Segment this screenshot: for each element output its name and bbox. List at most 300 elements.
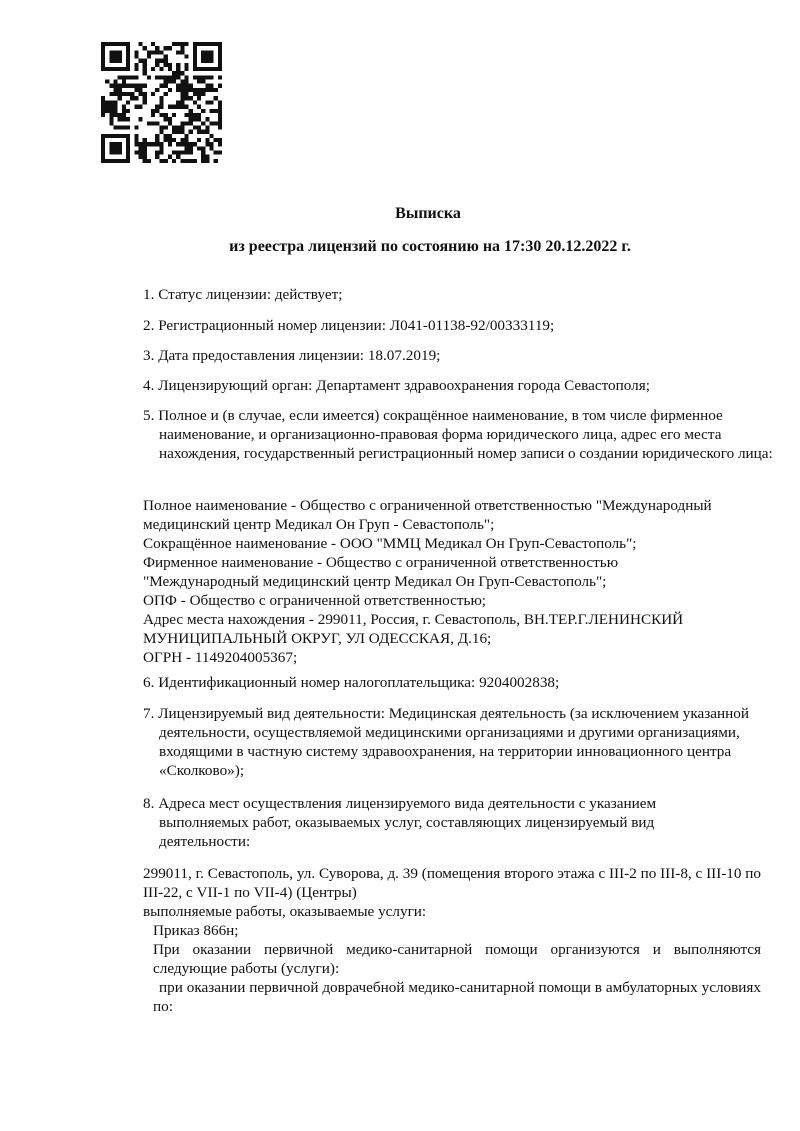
qr-module [134,75,138,79]
qr-module [180,92,184,96]
qr-module [147,55,151,59]
qr-module [101,96,105,100]
qr-module [147,121,151,125]
qr-module [168,134,172,138]
qr-module [176,63,180,67]
qr-module [122,84,126,88]
qr-module [155,142,159,146]
qr-module [139,42,143,46]
qr-module [193,42,197,46]
qr-module [139,155,143,159]
qr-module [218,121,222,125]
qr-module [155,109,159,113]
qr-module [139,92,143,96]
qr-module [122,92,126,96]
qr-module [172,138,176,142]
qr-module [147,142,151,146]
qr-module [197,130,201,134]
qr-module [155,105,159,109]
qr-module [184,92,188,96]
qr-module [197,113,201,117]
qr-module [193,125,197,129]
qr-module [114,142,118,146]
qr-module [172,130,176,134]
qr-module [218,105,222,109]
qr-module [159,146,163,150]
qr-module [168,117,172,121]
qr-module [118,42,122,46]
qr-module [176,155,180,159]
qr-module [164,84,168,88]
qr-module [101,146,105,150]
qr-module [189,159,193,163]
issue-date: 3. Дата предоставления лицензии: 18.07.2019; [143,347,441,364]
qr-module [139,142,143,146]
qr-module [159,113,163,117]
qr-module [164,134,168,138]
qr-module [159,67,163,71]
qr-module [209,100,213,104]
qr-module [109,105,113,109]
qr-module [193,113,197,117]
qr-module [201,67,205,71]
qr-module [151,142,155,146]
qr-module [118,142,122,146]
qr-module [143,67,147,71]
qr-module [164,63,168,67]
qr-module [176,150,180,154]
qr-module [193,92,197,96]
qr-module [176,100,180,104]
qr-module [197,75,201,79]
primary-care-text: При оказании первичной медико-санитарной помощи организуются и выполняются следующие работы (услуги): [153,941,761,977]
qr-module [218,67,222,71]
qr-module [126,67,130,71]
qr-module [101,46,105,50]
qr-module [168,80,172,84]
qr-module [197,80,201,84]
qr-module [134,88,138,92]
qr-module [159,96,163,100]
qr-module [184,146,188,150]
qr-module [134,67,138,71]
qr-module [101,50,105,54]
qr-module [159,84,163,88]
qr-module [218,42,222,46]
qr-module [209,55,213,59]
qr-module [130,75,134,79]
pre-doctor-care-text: при оказании первичной доврачебной медико-санитарной помощи в амбулаторных условиях по: [153,979,761,1015]
qr-module [105,80,109,84]
qr-module [184,113,188,117]
qr-module [155,59,159,63]
qr-module [109,100,113,104]
qr-module [197,88,201,92]
qr-module [118,113,122,117]
qr-module [168,138,172,142]
qr-module [147,75,151,79]
qr-module [126,55,130,59]
qr-module [214,121,218,125]
qr-module [143,155,147,159]
qr-module [118,59,122,63]
qr-module [109,59,113,63]
qr-module [218,138,222,142]
qr-module [155,134,159,138]
qr-module [143,138,147,142]
qr-module [201,121,205,125]
qr-module [126,142,130,146]
qr-module [159,75,163,79]
qr-module [134,142,138,146]
qr-module [201,80,205,84]
qr-module [209,109,213,113]
qr-module [205,100,209,104]
qr-module [126,159,130,163]
qr-module [134,96,138,100]
qr-module [201,150,205,154]
qr-module [180,46,184,50]
qr-module [101,63,105,67]
qr-module [126,63,130,67]
qr-module [180,50,184,54]
qr-module [189,88,193,92]
qr-module [218,100,222,104]
qr-module [151,113,155,117]
qr-module [180,80,184,84]
qr-module [126,117,130,121]
qr-module [114,134,118,138]
qr-module [201,75,205,79]
qr-module [189,150,193,154]
short-name: Сокращённое наименование - ООО "ММЦ Медикал Он Груп-Севастополь"; [143,535,637,552]
qr-module [139,105,143,109]
qr-module [101,142,105,146]
qr-module [214,96,218,100]
qr-module [143,142,147,146]
qr-module [201,59,205,63]
qr-module [159,100,163,104]
ogrn: ОГРН - 1149204005367; [143,649,298,666]
brand-name-line-2: "Международный медицинский центр Медикал Он Груп-Севастополь"; [143,573,607,590]
qr-module [205,55,209,59]
qr-module [193,100,197,104]
qr-module [126,84,130,88]
qr-module [205,138,209,142]
qr-module [118,159,122,163]
qr-module [118,88,122,92]
qr-module [126,92,130,96]
qr-module [193,63,197,67]
qr-module [105,105,109,109]
qr-module [151,92,155,96]
qr-module [109,92,113,96]
qr-module [109,67,113,71]
qr-module [114,55,118,59]
qr-module [109,159,113,163]
qr-module [134,50,138,54]
qr-module [101,100,105,104]
qr-module [105,159,109,163]
location-details [143,864,761,1016]
qr-module [184,88,188,92]
qr-module [126,59,130,63]
qr-module [193,59,197,63]
qr-module [105,109,109,113]
qr-module [155,138,159,142]
address-line-1: Адрес места нахождения - 299011, Россия, г. Севастополь, ВН.ТЕР.Г.ЛЕНИНСКИЙ [143,611,684,628]
qr-module [193,159,197,163]
qr-module [126,155,130,159]
qr-module [109,109,113,113]
qr-module [114,146,118,150]
qr-module [164,159,168,163]
qr-module [201,146,205,150]
qr-module [126,75,130,79]
qr-module [114,80,118,84]
qr-module [180,130,184,134]
qr-module [205,84,209,88]
qr-module [109,84,113,88]
qr-module [155,50,159,54]
qr-module [114,42,118,46]
qr-module [155,63,159,67]
qr-module [184,80,188,84]
qr-module [101,105,105,109]
qr-module [101,42,105,46]
tax-id: 6. Идентификационный номер налогоплательщика: 9204002838; [143,674,560,691]
qr-module [118,117,122,121]
qr-module [214,159,218,163]
qr-module [176,71,180,75]
qr-module [139,146,143,150]
qr-module [159,125,163,129]
qr-module [176,67,180,71]
activity-addresses-heading: 8. Адреса мест осуществления лицензируемого вида деятельности с указанием выполняемых работ, оказываемых услуг, составляющих лицензируемый вид деятельности: [143,795,657,850]
qr-module [118,67,122,71]
qr-module [118,134,122,138]
qr-module [205,75,209,79]
qr-module [172,42,176,46]
qr-module [134,55,138,59]
qr-module [172,150,176,154]
qr-module [209,59,213,63]
qr-module [130,92,134,96]
qr-module [126,109,130,113]
qr-module [159,105,163,109]
organization-details [143,496,773,667]
qr-module [122,125,126,129]
qr-module [168,75,172,79]
qr-module [180,125,184,129]
qr-module [205,159,209,163]
qr-module [218,150,222,154]
full-name-line-2: медицинский центр Медикал Он Груп - Севастополь"; [143,516,495,533]
qr-module [114,100,118,104]
qr-module [193,55,197,59]
qr-module [126,42,130,46]
qr-module [184,105,188,109]
qr-module [189,109,193,113]
qr-module [155,155,159,159]
qr-module [180,150,184,154]
qr-module [189,121,193,125]
qr-module [164,75,168,79]
qr-module [101,109,105,113]
qr-module [118,150,122,154]
qr-module [193,67,197,71]
qr-module [189,142,193,146]
qr-module [114,113,118,117]
qr-module [151,42,155,46]
qr-module [176,75,180,79]
qr-module [101,134,105,138]
qr-module [193,117,197,121]
qr-module [184,159,188,163]
qr-module [168,63,172,67]
qr-module [209,75,213,79]
qr-module [134,125,138,129]
qr-module [164,46,168,50]
qr-module [218,50,222,54]
qr-module [143,84,147,88]
address-line-2: МУНИЦИПАЛЬНЫЙ ОКРУГ, УЛ ОДЕССКАЯ, Д.16; [143,630,492,647]
qr-module [139,150,143,154]
qr-module [118,146,122,150]
qr-module [209,67,213,71]
registration-number: 2. Регистрационный номер лицензии: Л041-01138-92/00333119; [143,317,555,334]
qr-module [180,100,184,104]
qr-module [114,105,118,109]
qr-module [122,105,126,109]
qr-module [201,130,205,134]
qr-module [159,159,163,163]
qr-module [164,92,168,96]
qr-module [143,59,147,63]
qr-module [143,71,147,75]
qr-module [101,67,105,71]
qr-module [114,150,118,154]
document-subtitle: из реестра лицензий по состоянию на 17:30 20.12.2022 г. [229,238,631,255]
qr-module [139,84,143,88]
qr-module [155,150,159,154]
qr-module [209,146,213,150]
qr-module [218,46,222,50]
qr-module [109,134,113,138]
qr-module [205,155,209,159]
qr-module [184,121,188,125]
qr-module [218,109,222,113]
qr-module [101,138,105,142]
qr-module [201,42,205,46]
order-reference: Приказ 866н; [153,922,239,939]
qr-module [114,125,118,129]
qr-module [201,92,205,96]
qr-module [209,42,213,46]
qr-module [143,100,147,104]
qr-module [172,75,176,79]
qr-module [134,134,138,138]
qr-module [109,42,113,46]
qr-module [114,88,118,92]
qr-module [176,130,180,134]
qr-module [209,84,213,88]
qr-module [172,105,176,109]
qr-module [143,146,147,150]
qr-module [209,121,213,125]
qr-module [126,125,130,129]
qr-module [168,46,172,50]
qr-module [201,109,205,113]
qr-module [205,67,209,71]
qr-module [218,75,222,79]
qr-module [159,50,163,54]
qr-module [159,150,163,154]
qr-module [205,125,209,129]
qr-module [109,146,113,150]
qr-module [126,134,130,138]
qr-module [180,138,184,142]
qr-module [109,50,113,54]
qr-module [126,100,130,104]
qr-module [105,134,109,138]
qr-module [218,117,222,121]
qr-module [101,55,105,59]
qr-module [193,50,197,54]
qr-module [218,59,222,63]
qr-module [114,92,118,96]
qr-module [205,59,209,63]
qr-module [168,121,172,125]
qr-module [214,150,218,154]
qr-module [197,117,201,121]
license-status: 1. Статус лицензии: действует; [143,286,343,303]
qr-module [118,55,122,59]
qr-module [155,121,159,125]
qr-module [205,42,209,46]
qr-module [122,113,126,117]
qr-module [180,96,184,100]
qr-module [180,88,184,92]
works-label: выполняемые работы, оказываемые услуги: [143,903,427,920]
qr-module [105,67,109,71]
qr-module [205,117,209,121]
qr-module [205,142,209,146]
qr-module [114,109,118,113]
qr-module [184,150,188,154]
qr-module [164,59,168,63]
qr-module [114,59,118,63]
qr-module [139,117,143,121]
qr-module [214,88,218,92]
qr-module [147,50,151,54]
qr-module [214,138,218,142]
qr-module [184,96,188,100]
qr-module [151,109,155,113]
qr-module [176,142,180,146]
qr-module [164,117,168,121]
qr-module [114,50,118,54]
qr-module [143,46,147,50]
qr-module [197,67,201,71]
qr-module [143,159,147,163]
qr-module [193,46,197,50]
qr-module [122,75,126,79]
qr-module [109,121,113,125]
qr-module [214,67,218,71]
qr-module [176,50,180,54]
qr-module [147,159,151,163]
